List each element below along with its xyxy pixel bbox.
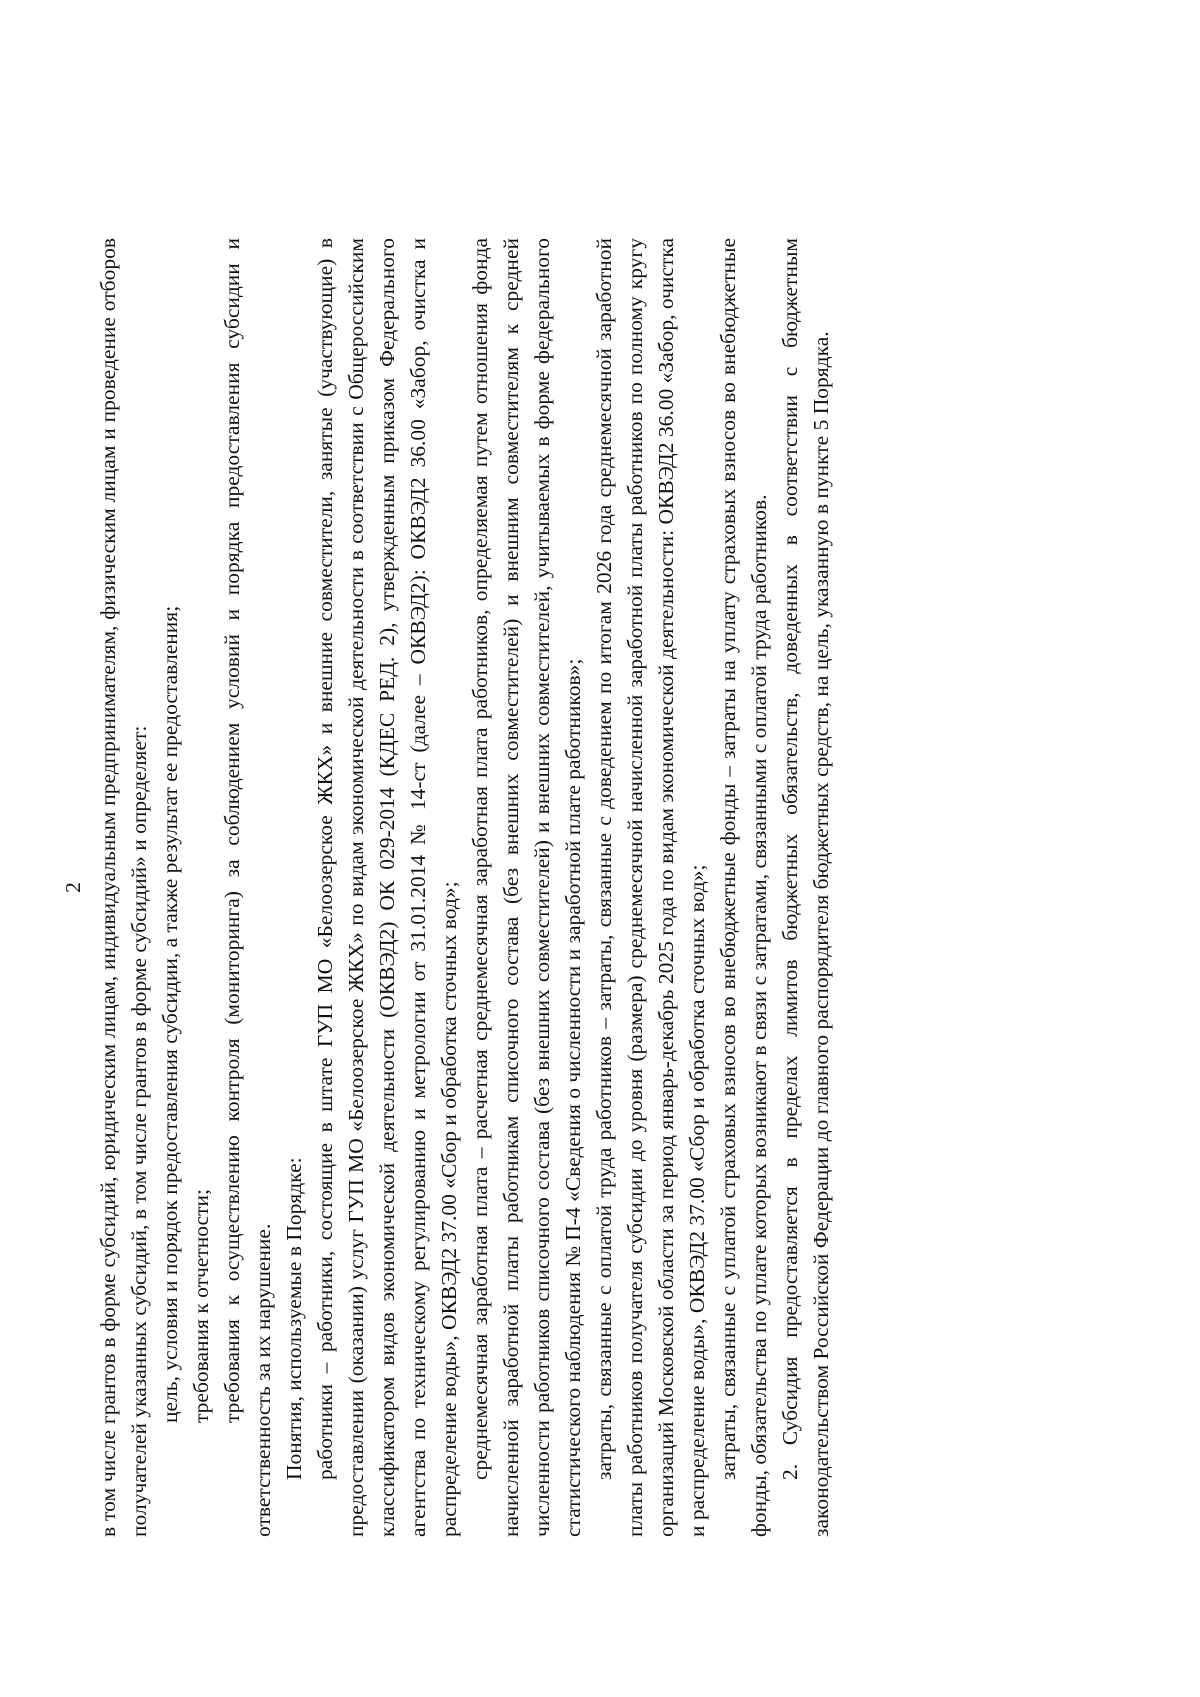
paragraph-intro-continuation: в том числе грантов в форме субсидий, юридическим лицам, индивидуальным предпринимателям, физическим лицам и проведение отборов получателей указанных субсидий, в том числе грантов в форме субсидий» и определяет: — [96, 238, 151, 1537]
paragraph-definitions-heading: Понятия, используемые в Порядке: — [282, 1157, 306, 1480]
paragraph-control-requirements: требования к осуществлению контроля (мониторинга) за соблюдением условий и порядка предоставления субсидии и ответственность за их нарушение. — [220, 238, 275, 1537]
page-number: 2 — [61, 882, 85, 893]
paragraph-section-2: 2. Субсидия предоставляется в пределах лимитов бюджетных обязательств, доведенных в соответствии с бюджетным законодательством Российской Федерации до главного распорядителя бюджетных средств, на цель, указанную в пункте 5 Порядка. — [778, 238, 833, 1537]
paragraph-goal-conditions: цель, условия и порядок предоставления субсидии, а также результат ее предоставления; — [158, 605, 182, 1423]
paragraph-reporting-requirements: требования к отчетности; — [189, 1189, 213, 1423]
paragraph-definition-labor-costs: затраты, связанные с оплатой труда работников – затраты, связанные с доведением по итогам 2026 года среднемесячной заработной платы работников получателя субсидии до уровня (размера) среднемесячной начисленной заработной платы работников по полному кругу организаций Московской области за период январь-декабрь 2025 года по видам экономической деятельности: ОКВЭД2 36.00 «Забор, очистка и распределение воды», ОКВЭД2 37.00 «Сбор и обработка сточных вод»; — [592, 238, 709, 1537]
paragraph-definition-insurance-costs: затраты, связанные с уплатой страховых взносов во внебюджетные фонды – затраты на уплату страховых взносов во внебюджетные фонды, обязательства по уплате которых возникают в связи с затратами, связанными с оплатой труда работников. — [716, 238, 771, 1537]
paragraph-definition-workers: работники – работники, состоящие в штате ГУП МО «Белоозерское ЖКХ» и внешние совместители, занятые (участвующие) в предоставлении (оказании) услуг ГУП МО «Белоозерское ЖКХ» по видам экономической деятельности в соответствии с Общероссийским классификатором видов экономической деятельности (ОКВЭД2) ОК 029-2014 (КДЕС РЕД. 2), утвержденным приказом Федерального агентства по техническому регулированию и метрологии от 31.01.2014 № 14-ст (далее – ОКВЭД2): ОКВЭД2 36.00 «Забор, очистка и распределение воды», ОКВЭД2 37.00 «Сбор и обработка сточных вод»; — [313, 238, 461, 1537]
paragraph-definition-average-salary: среднемесячная заработная плата – расчетная среднемесячная заработная плата работников, определяемая путем отношения фонда начисленной заработной платы работникам списочного состава (без внешних совместителей) и внешним совместителям к средней численности работников списочного состава (без внешних совместителей) и внешних совместителей, учитываемых в форме федерального статистического наблюдения № П-4 «Сведения о численности и заработной плате работников»; — [468, 238, 585, 1537]
